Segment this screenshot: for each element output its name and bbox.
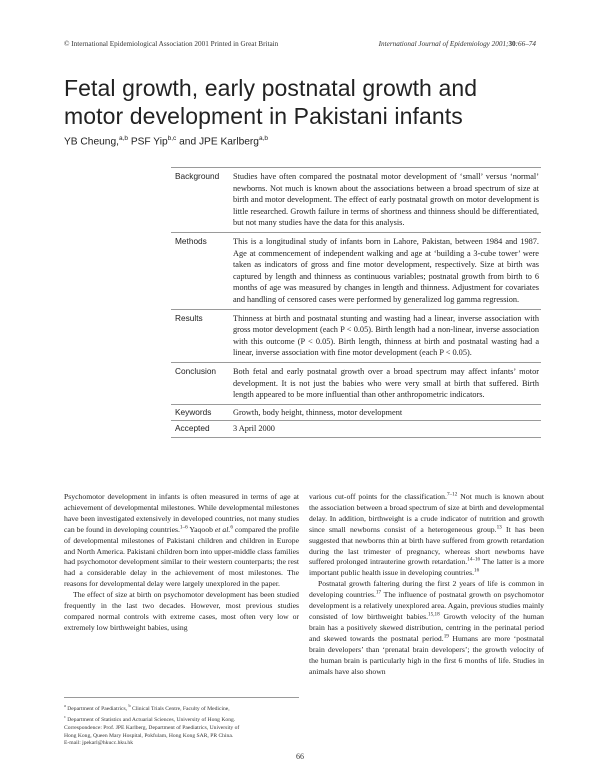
author-name: and JPE Karlberg [176, 136, 259, 148]
body-text: Humans are more ‘postnatal brain developers’ than ‘prenatal brain developers’; the growth velocity of the human brain is particularly high in the first 6 months of life. Studies in animals have also shown [309, 633, 545, 676]
footnote-marker: b [128, 703, 131, 708]
footnote-marker: c [64, 714, 66, 720]
abstract-text: Both fetal and early postnatal growth over a broad spectrum may affect infants’ motor development. It is not just the babies who were very small at birth that suffered. Birth length appeared to be more influential than other anthropometric indicators. [233, 366, 539, 400]
journal-citation [379, 40, 536, 48]
abstract-label: Accepted [175, 423, 210, 434]
abstract-label: Background [175, 171, 220, 181]
body-text: Psychomotor development in infants is often measured in terms of age at achievement of developmental milestones. While developmental milestones have been investigated extensively in developed countries, not many studies can be found in developing countries. [64, 492, 299, 534]
body-paragraph [64, 492, 299, 590]
body-text: Yaqoob [187, 524, 215, 534]
abstract-label: Methods [175, 235, 207, 246]
article-title [64, 74, 544, 130]
footnote-email: E-mail: jpekarl@hkucc.hku.hk [64, 740, 133, 747]
copyright-line: © International Epidemiological Association 2001 Printed in Great Britain [64, 40, 279, 48]
abstract-label: Keywords [175, 406, 212, 417]
journal-year: 2001; [489, 40, 509, 48]
footnote-address: Hong Kong, Queen Mary Hospital, Pokfulam, Hong Kong SAR, PR China. [64, 732, 234, 739]
body-text-italic: et al. [214, 524, 231, 534]
footnote-text: Clinical Trials Centre, Faculty of Medicine, [130, 705, 230, 712]
abstract-box [171, 167, 541, 438]
author-name: YB Cheung, [64, 136, 119, 148]
abstract-keywords [171, 405, 541, 422]
abstract-text: Studies have often compared the postnatal motor development of ‘small’ versus ‘normal’ newborns. Not much is known about the associations between a broad spectrum of size at birth and motor development. The effect of early postnatal growth on motor development is little researched. Growth failure in terms of shortness and thinness should be differentiated, but not many studies have the data for this analysis. [233, 172, 539, 228]
abstract-results [171, 310, 541, 363]
body-column-left [64, 492, 299, 634]
abstract-accepted [171, 421, 541, 438]
journal-name: International Journal of Epidemiology [378, 40, 490, 48]
author-affiliation: a,b [258, 135, 269, 142]
citation-ref: 7–12 [446, 491, 458, 498]
abstract-text: Thinness at birth and postnatal stunting and wasting had a linear, inverse association with gross motor development (each P < 0.05). Birth length had a non-linear, inverse association with this outcome (P < 0.05). Birth length, thinness at birth and postnatal wasting had a linear, inverse association with fine motor development (each P < 0.05). [233, 313, 539, 358]
author-affiliation: b,c [167, 135, 177, 142]
abstract-conclusion [171, 363, 541, 405]
citation-ref: 15,18 [428, 611, 440, 618]
author-name: PSF Yip [127, 136, 168, 148]
citation-ref: 6 [230, 524, 233, 531]
footnote-affiliations [64, 702, 299, 713]
citation-ref: 19 [443, 633, 449, 640]
footnotes [64, 697, 299, 748]
body-paragraph [309, 492, 544, 579]
journal-volume: 30 [508, 40, 516, 48]
body-column-right [309, 492, 544, 677]
footnote-correspondence: Correspondence: Prof. JPE Karlberg, Department of Paediatrics, University of [64, 724, 240, 731]
abstract-methods [171, 233, 541, 310]
citation-ref: 16 [474, 567, 480, 574]
body-paragraph [309, 579, 544, 677]
journal-pages: :66–74 [515, 40, 536, 48]
body-text: Growth velocity of the human brain has a positively skewed distribution, centring in the perinatal period and skewed towards the postnatal period. [309, 611, 544, 643]
body-paragraph: The effect of size at birth on psychomotor development has been studied frequently in the last two decades. However, most previous studies compared normal controls with extreme cases, most often very low or extremely low birthweight babies, using [64, 590, 299, 632]
footnote-marker: a [64, 703, 66, 708]
abstract-text: This is a longitudinal study of infants born in Lahore, Pakistan, between 1984 and 1987. Age at commencement of independent walking and age at ‘building a 3-cube tower’ were taken as indicators of gross and fine motor development, respectively. Size at birth was captured by length and thinness as continuous variables; postnatal growth from birth to 6 months of age was measured by changes in length and thinness. Adjustment for covariates and handling of censored cases were performed by generalized log gamma regression. [233, 236, 539, 304]
author-affiliation: a,b [118, 135, 128, 142]
footnote-text: Department of Statistics and Actuarial Sciences, University of Hong Kong. [65, 717, 236, 724]
body-text: Postnatal growth faltering during the first 2 years of life is common in developing countries. [309, 579, 544, 600]
author-list [64, 135, 268, 147]
abstract-text: Growth, body height, thinness, motor development [233, 407, 403, 417]
body-text: The latter is a more important public health issue in developing countries. [309, 557, 544, 578]
citation-ref: 14–16 [467, 556, 481, 563]
abstract-label: Conclusion [175, 365, 217, 376]
footnote-affiliations [64, 713, 299, 724]
abstract-label: Results [175, 312, 203, 323]
footnote-text: Department of Paediatrics, [65, 705, 129, 712]
body-text: various cut-off points for the classification. [309, 492, 447, 501]
body-text: Not much is known about the association between a broad spectrum of size at birth and developmental delay. In addition, birthweight is a crude indicator of nutrition and growth since small newborns consist of a heterogeneous group. [309, 492, 544, 534]
abstract-background [171, 168, 541, 233]
title-line-2: motor development in Pakistani infants [64, 103, 463, 129]
abstract-text: 3 April 2000 [233, 424, 275, 434]
title-line-1: Fetal growth, early postnatal growth and [64, 75, 478, 101]
page-number: 66 [296, 752, 304, 761]
citation-ref: 1–6 [179, 524, 188, 531]
body-text: It has been suggested that newborns thin at birth have suffered from growth retardation during the last trimester of pregnancy, whereas short newborns have suffered prolonged intrauterine growth retardation. [309, 524, 544, 567]
body-text: The influence of postnatal growth on psychomotor development is a relatively unexplored area. Again, previous studies mainly consisted of low birthweight babies. [309, 590, 544, 621]
citation-ref: 13 [496, 524, 502, 531]
citation-ref: 17 [375, 589, 382, 596]
body-text: compared the profile of developmental milestones of Pakistani children and children in Europe and North America. Pakistani children born into upper-middle class families had psychomotor development similar to their western counterparts; the rest had a considerable delay in the achievement of most milestones. The reasons for developmental delay were largely unexplored in the paper. [64, 524, 299, 589]
